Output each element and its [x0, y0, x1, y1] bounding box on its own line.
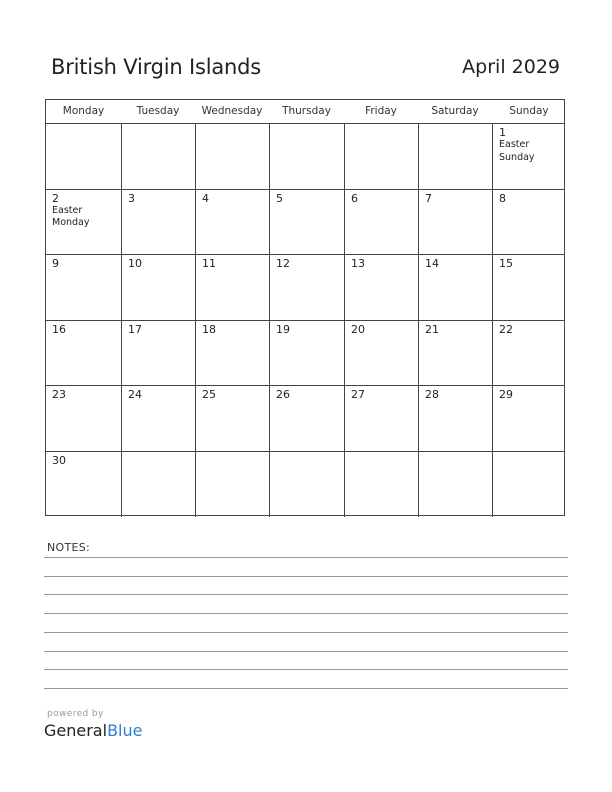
day-cell[interactable] — [195, 321, 269, 387]
day-cell[interactable] — [269, 255, 344, 321]
day-cell[interactable] — [121, 190, 195, 256]
day-cell[interactable] — [46, 190, 121, 256]
day-number: 12 — [276, 257, 290, 270]
day-cell[interactable] — [344, 386, 418, 452]
day-number: 20 — [351, 322, 365, 336]
day-cell[interactable] — [418, 190, 492, 256]
day-cell[interactable] — [344, 452, 418, 518]
weekday-header-sunday: Sunday — [509, 105, 549, 117]
week-row — [46, 190, 564, 256]
day-number: 26 — [276, 388, 290, 401]
day-cell[interactable] — [269, 386, 344, 452]
week-row — [46, 255, 564, 321]
day-number: 10 — [128, 257, 142, 270]
day-number: 13 — [351, 257, 365, 270]
day-number: 7 — [425, 191, 432, 205]
weekday-header-tuesday: Tuesday — [136, 105, 180, 117]
day-number: 30 — [52, 453, 66, 467]
day-number: 24 — [128, 388, 142, 401]
powered-by-text: powered by — [47, 709, 104, 719]
day-cell[interactable] — [492, 321, 566, 387]
weekday-header-thursday: Thursday — [282, 105, 331, 117]
day-number: 3 — [128, 191, 135, 205]
calendar-grid — [45, 99, 565, 516]
brand-general: General — [44, 721, 108, 740]
week-row — [46, 452, 564, 518]
notes-line — [44, 669, 568, 670]
notes-line — [44, 576, 568, 577]
day-number: 19 — [276, 322, 290, 336]
weekday-header-row — [46, 100, 564, 124]
notes-line — [44, 594, 568, 595]
day-cell[interactable] — [344, 190, 418, 256]
day-cell[interactable] — [269, 452, 344, 518]
day-number: 28 — [425, 388, 439, 401]
day-number: 14 — [425, 257, 439, 270]
day-cell[interactable] — [46, 386, 121, 452]
day-cell[interactable] — [46, 452, 121, 518]
day-number: 29 — [499, 388, 513, 401]
day-number: 17 — [128, 322, 142, 336]
day-number: 1 — [499, 126, 506, 139]
week-row — [46, 386, 564, 452]
day-number: 11 — [202, 257, 216, 270]
day-cell[interactable] — [195, 124, 269, 190]
notes-line — [44, 688, 568, 689]
calendar-month: April 2029 — [462, 56, 560, 78]
day-number: 16 — [52, 322, 66, 336]
notes-line — [44, 632, 568, 633]
day-cell[interactable] — [492, 124, 566, 190]
day-cell[interactable] — [121, 255, 195, 321]
day-cell[interactable] — [418, 452, 492, 518]
day-cell[interactable] — [344, 255, 418, 321]
day-cell[interactable] — [492, 386, 566, 452]
day-cell[interactable] — [195, 452, 269, 518]
day-number: 25 — [202, 388, 216, 401]
day-cell[interactable] — [46, 255, 121, 321]
day-number: 22 — [499, 322, 513, 336]
day-cell[interactable] — [195, 255, 269, 321]
day-cell[interactable] — [121, 321, 195, 387]
day-cell[interactable] — [269, 321, 344, 387]
day-cell[interactable] — [344, 321, 418, 387]
day-number: 23 — [52, 388, 66, 401]
day-cell[interactable] — [492, 255, 566, 321]
day-cell[interactable] — [269, 190, 344, 256]
day-cell[interactable] — [195, 386, 269, 452]
notes-line — [44, 557, 568, 558]
day-cell[interactable] — [418, 386, 492, 452]
day-number: 9 — [52, 257, 59, 270]
day-cell[interactable] — [121, 386, 195, 452]
day-cell[interactable] — [492, 190, 566, 256]
weekday-header-wednesday: Wednesday — [201, 105, 263, 117]
day-number: 15 — [499, 257, 513, 270]
day-cell[interactable] — [344, 124, 418, 190]
notes-label: NOTES: — [47, 541, 91, 554]
day-cell[interactable] — [195, 190, 269, 256]
brand-blue: Blue — [107, 721, 143, 740]
day-cell[interactable] — [121, 452, 195, 518]
day-cell[interactable] — [46, 124, 121, 190]
weekday-header-friday: Friday — [365, 105, 397, 117]
day-number: 2 — [52, 191, 59, 205]
day-number: 6 — [351, 191, 358, 205]
day-number: 8 — [499, 191, 506, 205]
day-cell[interactable] — [418, 321, 492, 387]
weekday-header-saturday: Saturday — [431, 105, 479, 117]
holiday-label: Easter Monday — [52, 204, 90, 228]
day-cell[interactable] — [492, 452, 566, 518]
week-row — [46, 321, 564, 387]
generalblue-logo — [44, 721, 142, 740]
holiday-label: Easter Sunday — [499, 139, 535, 163]
day-number: 5 — [276, 191, 283, 205]
day-cell[interactable] — [418, 124, 492, 190]
calendar-title: British Virgin Islands — [51, 55, 262, 79]
day-cell[interactable] — [269, 124, 344, 190]
notes-line — [44, 651, 568, 652]
day-number: 4 — [202, 191, 209, 205]
day-number: 18 — [202, 322, 216, 336]
week-row — [46, 124, 564, 190]
day-number: 21 — [425, 322, 439, 336]
weekday-header-monday: Monday — [62, 105, 105, 117]
day-cell[interactable] — [46, 321, 121, 387]
day-number: 27 — [351, 388, 365, 401]
notes-line — [44, 613, 568, 614]
day-cell[interactable] — [121, 124, 195, 190]
day-cell[interactable] — [418, 255, 492, 321]
